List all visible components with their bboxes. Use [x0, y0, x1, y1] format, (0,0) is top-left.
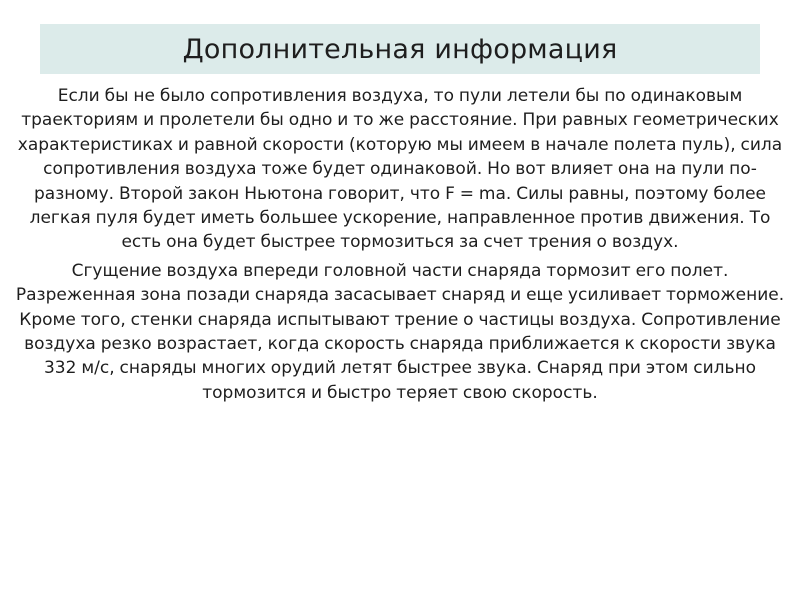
slide-body: [14, 84, 786, 405]
paragraph-air-resistance-shells: Сгущение воздуха впереди головной части снаряда тормозит его полет. Разреженная зона позади снаряда засасывает снаряд и еще усиливает торможение. Кроме того, стенки снаряда испытывают трение о частицы воздуха. Сопротивление воздуха резко возрастает, когда скорость снаряда приближается к скорости звука 332 м/с, снаряды многих орудий летят быстрее звука. Снаряд при этом сильно тормозится и быстро теряет свою скорость.: [15, 260, 785, 403]
title-bar: [40, 24, 760, 74]
slide-title: Дополнительная информация: [182, 33, 618, 65]
paragraph-air-resistance-bullets: Если бы не было сопротивления воздуха, то пули летели бы по одинаковым траекториям и пролетели бы одно и то же расстояние. При равных геометрических характеристиках и равной скорости (которую мы имеем в начале полета пуль), сила сопротивления воздуха тоже будет одинаковой. Но вот влияет она на пули по-разному. Второй закон Ньютона говорит, что F = ma. Силы равны, поэтому более легкая пуля будет иметь большее ускорение, направленное против движения. То есть она будет быстрее тормозиться за счет трения о воздух.: [17, 86, 783, 253]
